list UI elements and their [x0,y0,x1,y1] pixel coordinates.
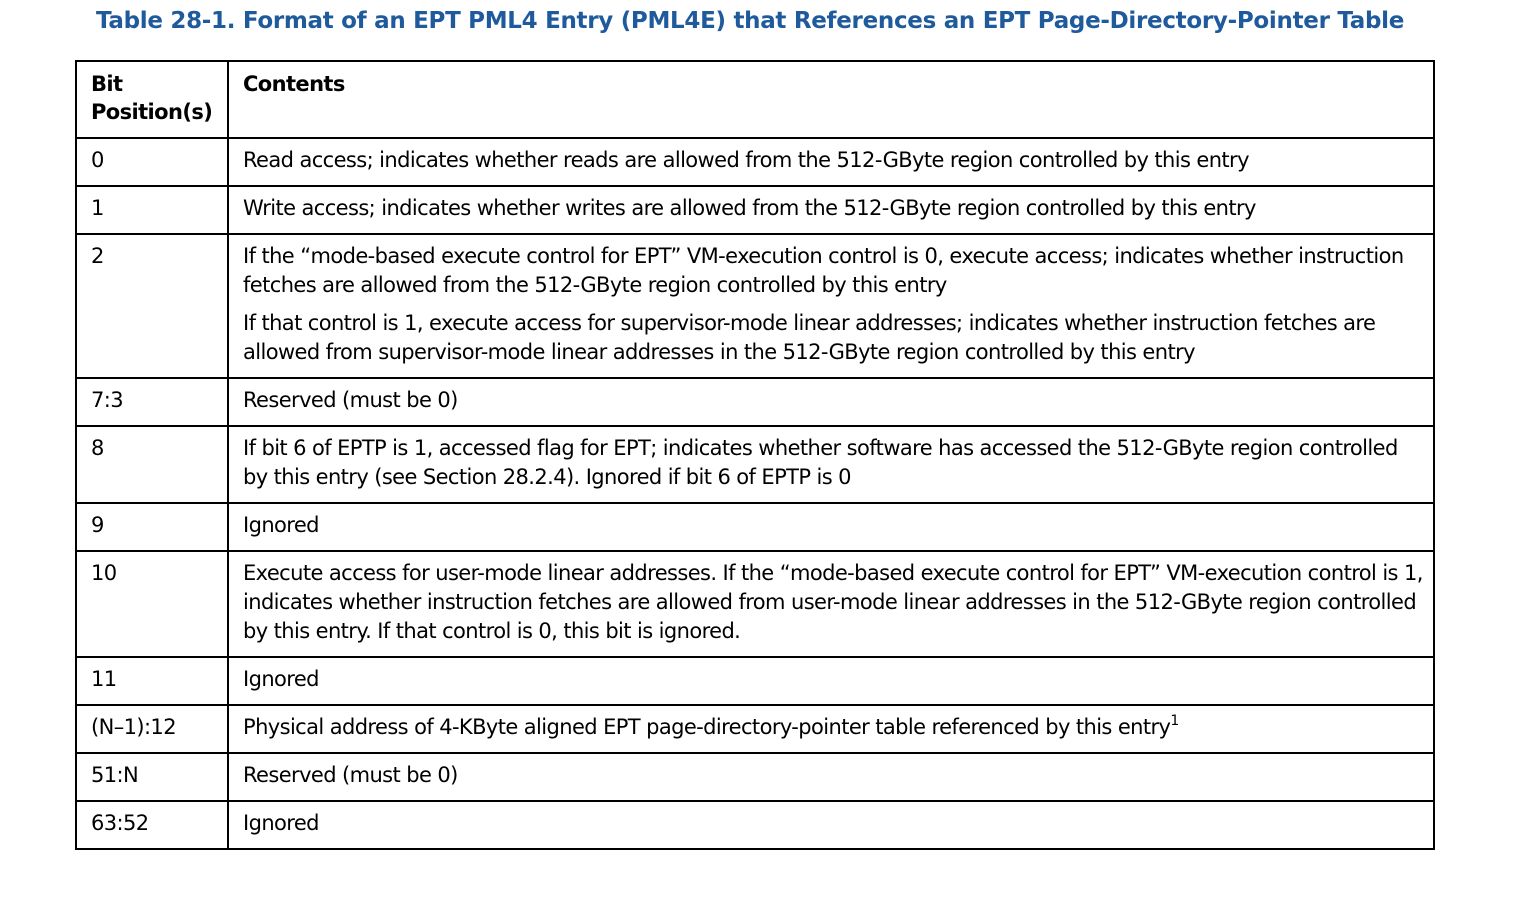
table-row [76,426,1434,503]
contents-cell [228,378,1434,426]
contents-paragraph [243,511,1423,540]
contents-text: Execute access for user-mode linear addresses. If the “mode-based execute control for EPT” VM-execution control is 1, indicates whether instruction fetches are allowed from user-mode linear addresses in the 512-GByte region controlled by this entry. If that control is 0, this bit is ignored. [243,561,1423,643]
table-row [76,705,1434,753]
bit-position-cell: 2 [76,234,228,378]
table-row [76,138,1434,186]
table-row [76,234,1434,378]
contents-paragraph [243,386,1423,415]
table-row [76,753,1434,801]
contents-text: Ignored [243,667,319,691]
contents-paragraph [243,434,1423,492]
contents-cell [228,801,1434,849]
contents-paragraph [243,809,1423,838]
footnote-marker: 1 [1170,713,1179,729]
contents-cell [228,705,1434,753]
table-row [76,801,1434,849]
contents-text: Write access; indicates whether writes are allowed from the 512-GByte region controlled by this entry [243,196,1256,220]
contents-cell [228,138,1434,186]
table-caption: Table 28-1. Format of an EPT PML4 Entry (PML4E) that References an EPT Page-Directory-Pointer Table [95,8,1405,34]
contents-cell [228,234,1434,378]
contents-paragraph [243,713,1423,742]
bit-position-cell: 11 [76,657,228,705]
table-header-row [76,61,1434,138]
contents-paragraph [243,194,1423,223]
contents-cell [228,426,1434,503]
contents-text: Ignored [243,811,319,835]
bit-position-cell: 8 [76,426,228,503]
bit-position-cell: 51:N [76,753,228,801]
header-bit-line2: Position(s) [91,100,213,124]
contents-cell [228,657,1434,705]
table-row [76,657,1434,705]
contents-text: If bit 6 of EPTP is 1, accessed flag for EPT; indicates whether software has accessed the 512-GByte region controlled by this entry (see Section 28.2.4). Ignored if bit 6 of EPTP is 0 [243,436,1398,489]
contents-cell [228,186,1434,234]
header-contents: Contents [228,61,1434,138]
bit-position-cell: 10 [76,551,228,657]
table-row [76,503,1434,551]
table-row [76,186,1434,234]
table-row [76,551,1434,657]
contents-paragraph [243,146,1423,175]
contents-cell [228,503,1434,551]
contents-text: Read access; indicates whether reads are allowed from the 512-GByte region controlled by this entry [243,148,1249,172]
ept-pml4e-format-table [75,60,1435,850]
table-row [76,378,1434,426]
contents-text: Ignored [243,513,319,537]
bit-position-cell: (N–1):12 [76,705,228,753]
contents-paragraph [243,761,1423,790]
bit-position-cell: 9 [76,503,228,551]
bit-position-cell: 1 [76,186,228,234]
contents-cell [228,551,1434,657]
contents-text: Reserved (must be 0) [243,388,458,412]
contents-text: Reserved (must be 0) [243,763,458,787]
bit-position-cell: 0 [76,138,228,186]
contents-text: Physical address of 4-KByte aligned EPT page-directory-pointer table referenced by this entry [243,715,1171,739]
header-bit-line1: Bit [91,72,123,96]
contents-paragraph [243,309,1423,367]
contents-text: If that control is 1, execute access for supervisor-mode linear addresses; indicates whether instruction fetches are allowed from supervisor-mode linear addresses in the 512-GByte region controlled by this entry [243,311,1376,364]
contents-paragraph [243,559,1423,646]
contents-paragraph [243,242,1423,300]
contents-text: If the “mode-based execute control for EPT” VM-execution control is 0, execute access; indicates whether instruction fetches are allowed from the 512-GByte region controlled by this entry [243,244,1404,297]
contents-paragraph [243,665,1423,694]
header-bit-positions [76,61,228,138]
bit-position-cell: 63:52 [76,801,228,849]
bit-position-cell: 7:3 [76,378,228,426]
contents-cell [228,753,1434,801]
